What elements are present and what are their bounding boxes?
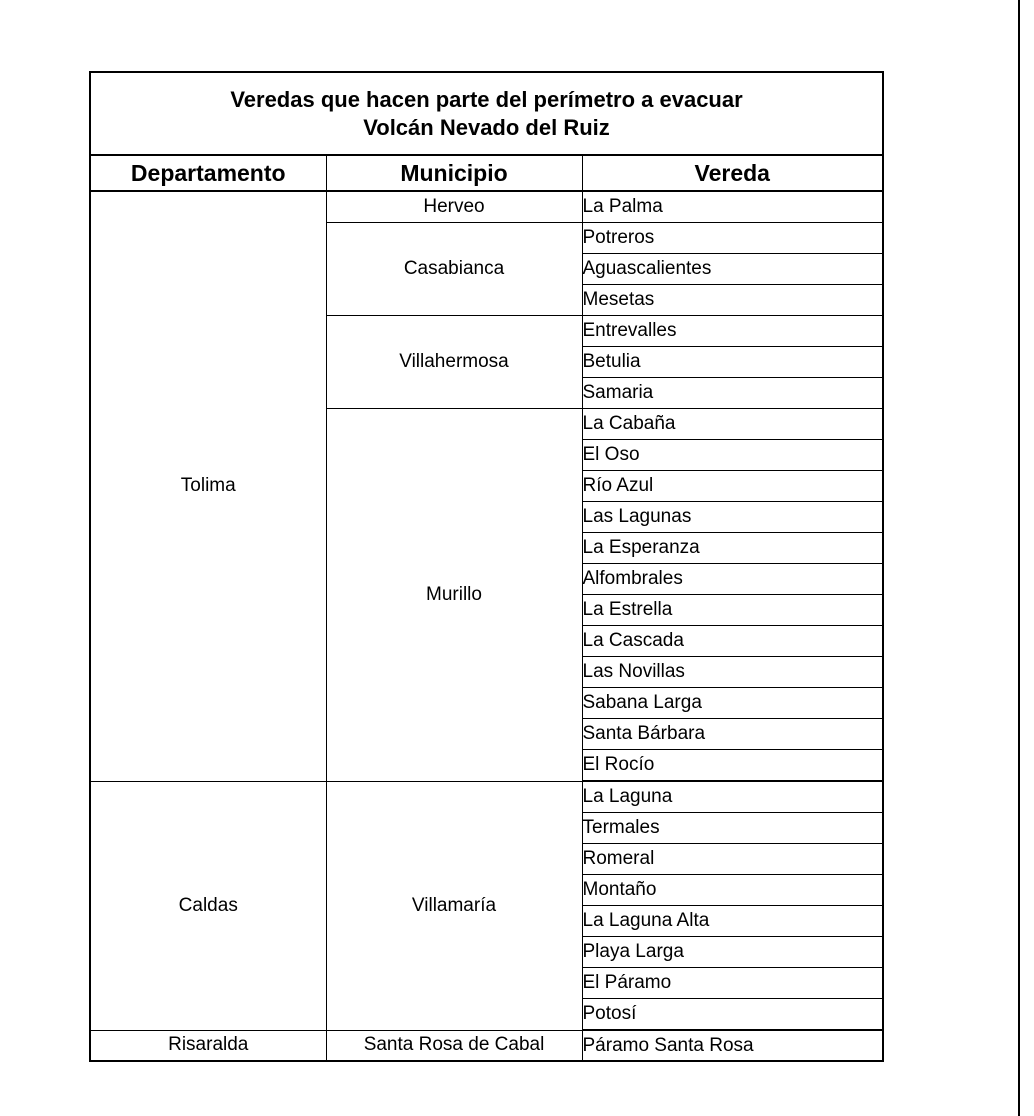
vereda-cell: Las Novillas — [582, 657, 883, 688]
vereda-cell: Aguascalientes — [582, 254, 883, 285]
vereda-cell: El Rocío — [582, 750, 883, 782]
vereda-cell: Las Lagunas — [582, 502, 883, 533]
municipio-cell: Santa Rosa de Cabal — [326, 1030, 582, 1061]
table-row — [90, 781, 883, 813]
vereda-cell: La Laguna Alta — [582, 906, 883, 937]
vereda-cell: Playa Larga — [582, 937, 883, 968]
vereda-cell: El Oso — [582, 440, 883, 471]
vereda-cell: La Cascada — [582, 626, 883, 657]
vereda-cell: Romeral — [582, 844, 883, 875]
vereda-cell: Río Azul — [582, 471, 883, 502]
table-title-line-2: Volcán Nevado del Ruiz — [363, 114, 610, 140]
vereda-cell: Samaria — [582, 378, 883, 409]
table-title — [90, 72, 883, 155]
departamento-cell: Tolima — [90, 191, 326, 781]
table-row — [90, 191, 883, 223]
vereda-cell: Santa Bárbara — [582, 719, 883, 750]
vereda-cell: La Cabaña — [582, 409, 883, 440]
municipio-cell: Herveo — [326, 191, 582, 223]
vereda-cell: Alfombrales — [582, 564, 883, 595]
departamento-cell: Risaralda — [90, 1030, 326, 1061]
vereda-cell: Betulia — [582, 347, 883, 378]
municipio-cell: Murillo — [326, 409, 582, 782]
municipio-cell: Villahermosa — [326, 316, 582, 409]
header-row — [90, 155, 883, 191]
vereda-cell: Entrevalles — [582, 316, 883, 347]
vereda-cell: Mesetas — [582, 285, 883, 316]
municipio-cell: Casabianca — [326, 223, 582, 316]
header-municipio: Municipio — [326, 155, 582, 191]
vereda-cell: Montaño — [582, 875, 883, 906]
header-vereda: Vereda — [582, 155, 883, 191]
vereda-cell: Sabana Larga — [582, 688, 883, 719]
veredas-table — [89, 71, 884, 1062]
table-title-line-1: Veredas que hacen parte del perímetro a evacuar — [230, 86, 743, 112]
vereda-cell: Potreros — [582, 223, 883, 254]
vereda-cell: La Estrella — [582, 595, 883, 626]
vereda-cell: El Páramo — [582, 968, 883, 999]
departamento-cell: Caldas — [90, 781, 326, 1030]
table-row — [90, 1030, 883, 1061]
vereda-cell: Termales — [582, 813, 883, 844]
vereda-cell: La Esperanza — [582, 533, 883, 564]
page-edge-rule — [1018, 0, 1020, 1116]
header-departamento: Departamento — [90, 155, 326, 191]
vereda-cell: La Laguna — [582, 781, 883, 813]
vereda-cell: Potosí — [582, 999, 883, 1031]
municipio-cell: Villamaría — [326, 781, 582, 1030]
vereda-cell: La Palma — [582, 191, 883, 223]
vereda-cell: Páramo Santa Rosa — [582, 1030, 883, 1061]
